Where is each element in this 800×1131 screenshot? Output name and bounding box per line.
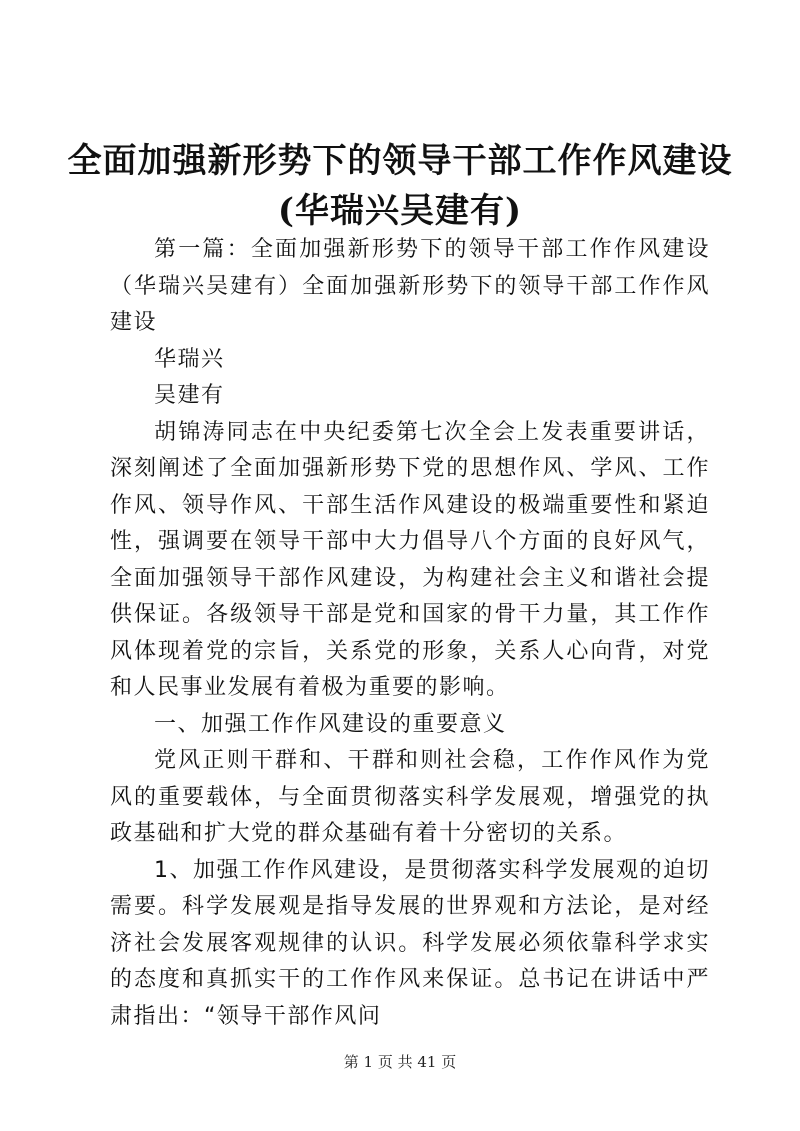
document-title <box>60 136 740 236</box>
paragraph-point-1: 1、加强工作作风建设，是贯彻落实科学发展观的迫切需要。科学发展观是指导发展的世界观和方法论，是对经济社会发展客观规律的认识。科学发展必须依靠科学求实的态度和真抓实干的工作作风来保证。总书记在讲话中严肃指出：“领导干部作风问 <box>110 857 710 1029</box>
paragraph-party-style: 党风正则干群和、干群和则社会稳，工作作风作为党风的重要载体，与全面贯彻落实科学发展观，增强党的执政基础和扩大党的群众基础有着十分密切的关系。 <box>110 748 710 846</box>
paragraph-intro: 胡锦涛同志在中央纪委第七次全会上发表重要讲话，深刻阐述了全面加强新形势下党的思想作风、学风、工作作风、领导作风、干部生活作风建设的极端重要性和紧迫性，强调要在领导干部中大力倡导八个方面的良好风气，全面加强领导干部作风建设，为构建社会主义和谐社会提供保证。各级领导干部是党和国家的骨干力量，其工作作风体现着党的宗旨，关系党的形象，关系人心向背，对党和人民事业发展有着极为重要的影响。 <box>110 419 710 700</box>
title-line-1: 全面加强新形势下的领导干部工作作风建设 <box>67 141 733 181</box>
paragraph-author-1: 华瑞兴 <box>154 346 225 372</box>
paragraph-author-2: 吴建有 <box>154 383 225 408</box>
paragraph-section-heading: 一、加强工作作风建设的重要意义 <box>154 711 507 737</box>
title-line-2: (华瑞兴吴建有) <box>277 191 523 231</box>
page-number-footer: 第 1 页 共 41 页 <box>343 1053 457 1071</box>
paragraph-first-section-heading: 第一篇：全面加强新形势下的领导干部工作作风建设（华瑞兴吴建有）全面加强新形势下的领导干部工作作风建设 <box>110 237 710 335</box>
document-body <box>110 232 710 1035</box>
